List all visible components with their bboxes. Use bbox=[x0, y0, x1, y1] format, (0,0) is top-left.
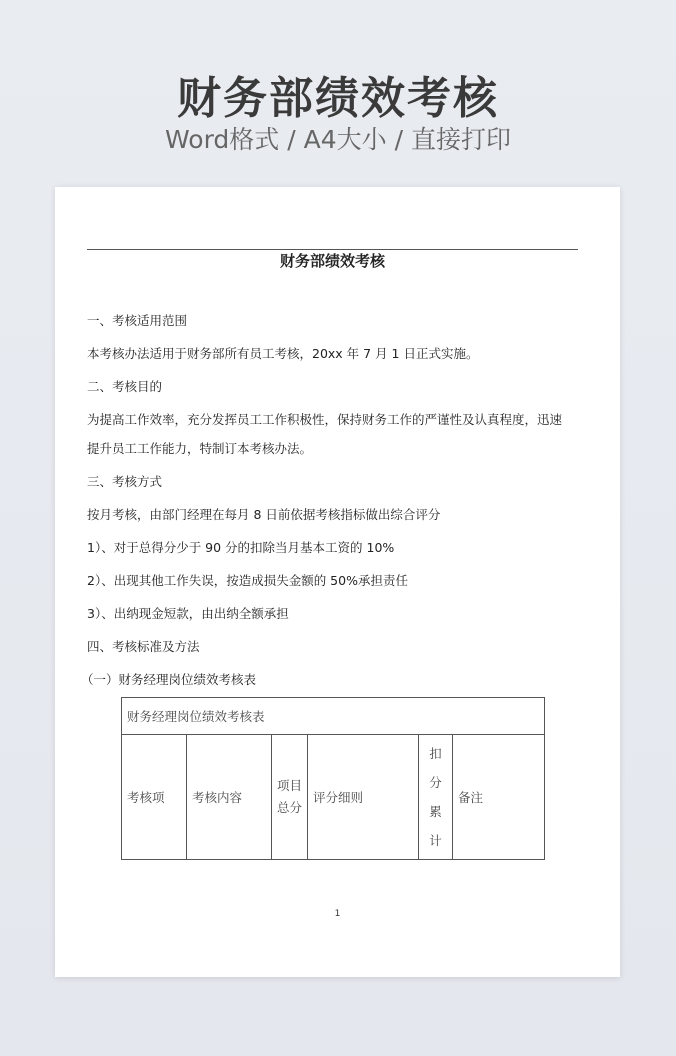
header-total-line2: 总分 bbox=[277, 800, 303, 816]
paragraph-method: 按月考核，由部门经理在每月 8 日前依据考核指标做出综合评分 bbox=[87, 507, 441, 522]
list-item-3: 3）、出纳现金短款，由出纳全额承担 bbox=[87, 606, 289, 621]
table-caption: 财务经理岗位绩效考核表 bbox=[122, 698, 545, 735]
header-deduction-char: 分 bbox=[429, 775, 442, 791]
banner-subtitle: Word格式 / A4大小 / 直接打印 bbox=[165, 125, 511, 154]
paragraph-purpose-line2: 提升员工工作能力，特制订本考核办法。 bbox=[87, 441, 313, 456]
header-total-line1: 项目 bbox=[277, 778, 303, 794]
paragraph-scope: 本考核办法适用于财务部所有员工考核，20xx 年 7 月 1 日正式实施。 bbox=[87, 346, 479, 361]
list-item-1: 1）、对于总得分少于 90 分的扣除当月基本工资的 10% bbox=[87, 540, 395, 555]
header-criteria: 评分细则 bbox=[308, 735, 419, 860]
banner-title: 财务部绩效考核 bbox=[177, 73, 499, 124]
header-item: 考核项 bbox=[122, 735, 187, 860]
section-heading-purpose: 二、考核目的 bbox=[87, 379, 163, 394]
page-number: 1 bbox=[334, 909, 341, 919]
document-title: 财务部绩效考核 bbox=[279, 252, 385, 270]
kpi-table bbox=[121, 697, 545, 860]
header-content: 考核内容 bbox=[187, 735, 272, 860]
header-deduction-char: 扣 bbox=[429, 746, 442, 762]
subsection-heading-manager: （一）财务经理岗位绩效考核表 bbox=[81, 672, 257, 687]
header-deduction-char: 计 bbox=[429, 833, 442, 849]
header-deduction-char: 累 bbox=[429, 804, 442, 820]
section-heading-scope: 一、考核适用范围 bbox=[87, 313, 188, 328]
header-remark: 备注 bbox=[453, 735, 545, 860]
list-item-2: 2）、出现其他工作失误，按造成损失金额的 50%承担责任 bbox=[87, 573, 408, 588]
section-heading-standards: 四、考核标准及方法 bbox=[87, 639, 200, 654]
document-page bbox=[55, 187, 620, 977]
header-total bbox=[272, 735, 308, 860]
header-deduction bbox=[419, 735, 453, 860]
paragraph-purpose-line1: 为提高工作效率，充分发挥员工工作积极性，保持财务工作的严谨性及认真程度，迅速 bbox=[87, 412, 563, 427]
section-heading-method: 三、考核方式 bbox=[87, 474, 163, 489]
